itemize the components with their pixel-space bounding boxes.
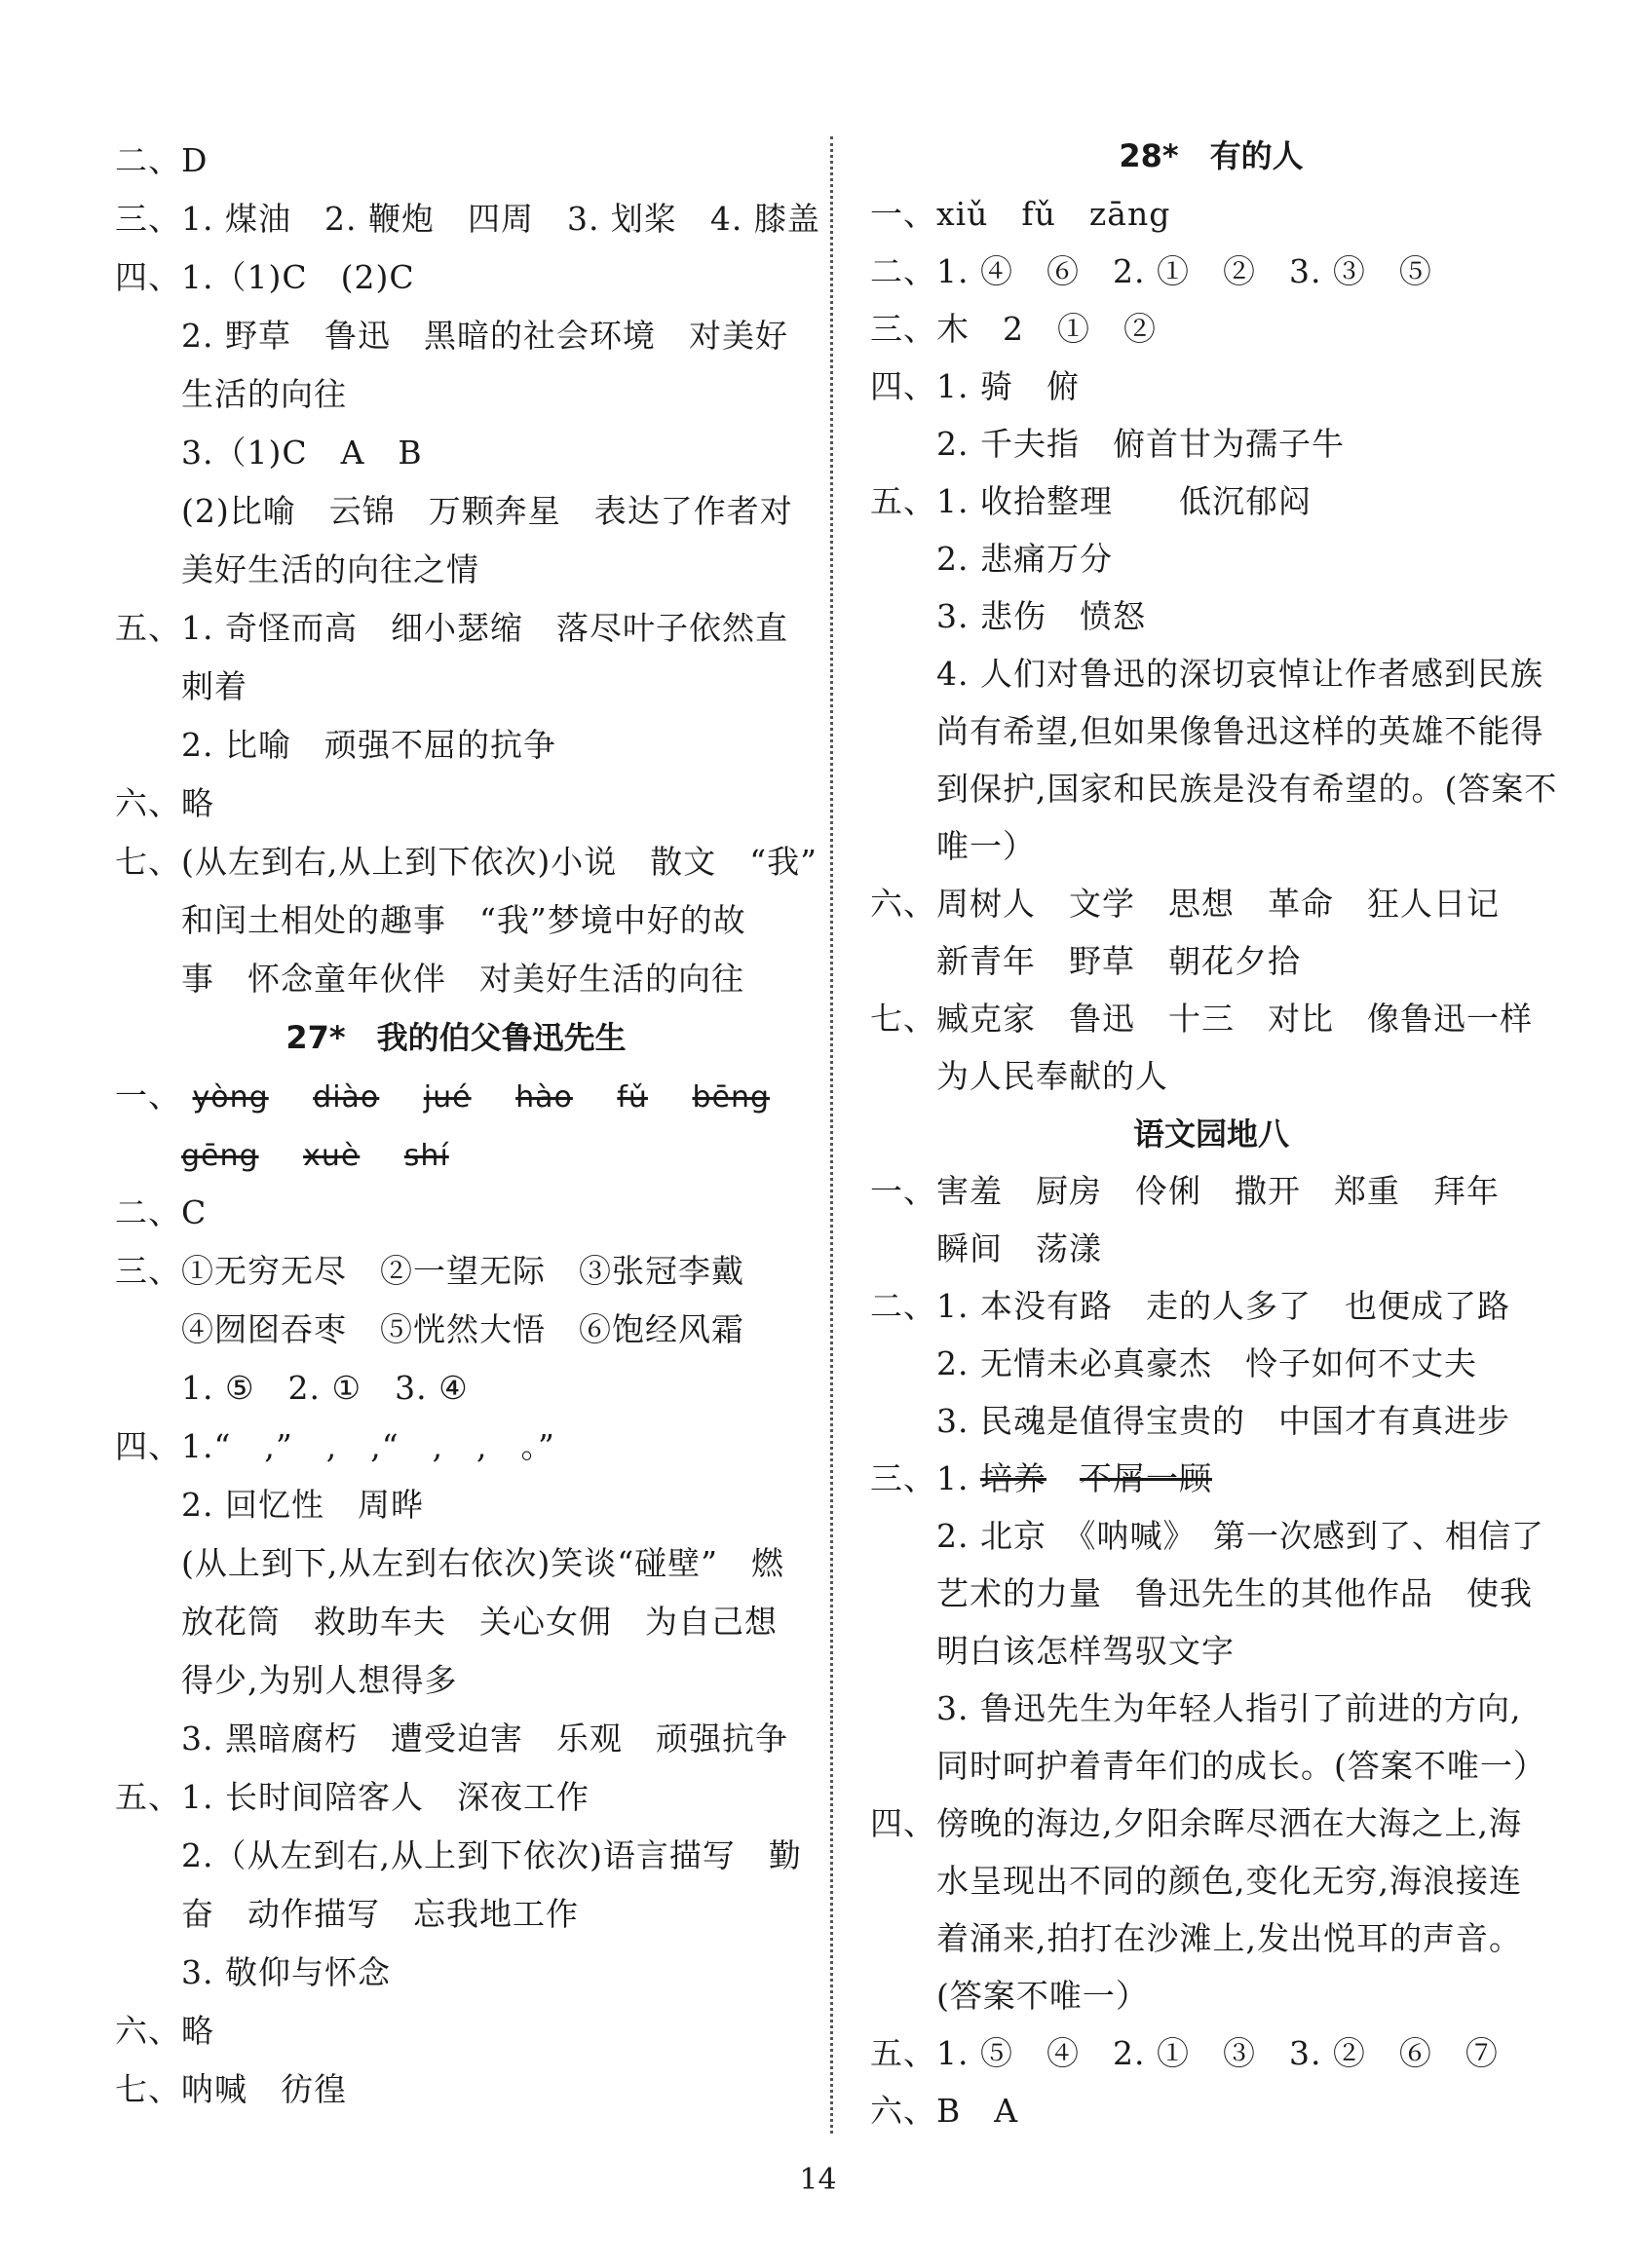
- item-number: 三、1.: [870, 1459, 980, 1497]
- answer-line: [870, 1459, 1212, 1498]
- marked-word: 不屑一顾: [1079, 1459, 1212, 1497]
- answer-line: 七、(从左到右,从上到下依次)小说 散文 “我”: [115, 843, 818, 881]
- answer-line: (答案不唯一）: [936, 1977, 1149, 2015]
- answer-line: 着涌来,拍打在沙滩上,发出悦耳的声音。: [936, 1919, 1522, 1957]
- answer-line: 二、C: [115, 1193, 208, 1231]
- pinyin-item: yòng: [192, 1080, 269, 1115]
- answer-line: 3. 民魂是值得宝贵的 中国才有真进步: [936, 1402, 1510, 1440]
- answer-line: (2)比喻 云锦 万颗奔星 表达了作者对: [181, 492, 793, 530]
- answer-line: 七、呐喊 彷徨: [115, 2070, 347, 2108]
- answer-line: 为人民奉献的人: [936, 1057, 1168, 1095]
- item-number: 一、: [115, 1077, 181, 1115]
- answer-line: 得少,为别人想得多: [181, 1661, 458, 1699]
- answer-line: 五、1. 奇怪而高 细小瑟缩 落尽叶子依然直: [115, 609, 788, 647]
- answer-line: 二、1. ④ ⑥ 2. ① ② 3. ③ ⑤: [870, 252, 1432, 290]
- answer-line: 2. 无情未必真豪杰 怜子如何不丈夫: [936, 1344, 1477, 1382]
- answer-line: 2. 野草 鲁迅 黑暗的社会环境 对美好: [181, 317, 788, 355]
- answer-line: 水呈现出不同的颜色,变化无穷,海浪接连: [936, 1862, 1522, 1900]
- answer-line: 五、1. 收拾整理 低沉郁闷: [870, 482, 1312, 520]
- answer-line: 四、傍晚的海边,夕阳余晖尽洒在大海之上,海: [870, 1804, 1522, 1842]
- answer-line: 二、1. 本没有路 走的人多了 也便成了路: [870, 1287, 1510, 1325]
- pinyin-item: xuè: [303, 1139, 361, 1173]
- answer-line: 六、略: [115, 2012, 214, 2050]
- answer-line: 事 怀念童年伙伴 对美好生活的向往: [181, 960, 744, 998]
- answer-line: 3. 黑暗腐朽 遭受迫害 乐观 顽强抗争: [181, 1720, 788, 1758]
- answer-line: 和闰土相处的趣事 “我”梦境中好的故: [181, 901, 746, 939]
- answer-line: 五、1. ⑤ ④ 2. ① ③ 3. ② ⑥ ⑦: [870, 2034, 1499, 2072]
- lesson-heading: 27* 我的伯父鲁迅先生: [285, 1019, 627, 1056]
- answer-line: 生活的向往: [181, 375, 347, 413]
- answer-line: (从上到下,从左到右依次)笑谈“碰壁” 燃: [181, 1544, 784, 1582]
- answer-line: 艺术的力量 鲁迅先生的其他作品 使我: [936, 1574, 1533, 1612]
- answer-line: 1. ⑤ 2. ① 3. ④: [181, 1369, 469, 1407]
- answer-line: 到保护,国家和民族是没有希望的。(答案不: [936, 770, 1558, 808]
- answer-line: ④囫囵吞枣 ⑤恍然大悟 ⑥饱经风霜: [181, 1310, 744, 1348]
- answer-line: 四、1.“ ,” , ,“ , , 。”: [115, 1427, 555, 1465]
- answer-line: 刺着: [181, 667, 247, 705]
- answer-line: 四、1.（1)C (2)C: [115, 258, 415, 296]
- lesson-heading: 28* 有的人: [1119, 137, 1304, 174]
- answer-line: 尚有希望,但如果像鲁迅这样的英雄不能得: [936, 712, 1544, 750]
- answer-line: 2.（从左到右,从上到下依次)语言描写 勤: [181, 1836, 802, 1874]
- answer-line: 2. 北京 《呐喊》 第一次感到了、相信了: [936, 1517, 1544, 1555]
- answer-line: 六、周树人 文学 思想 革命 狂人日记: [870, 885, 1500, 923]
- pinyin-item: fǔ: [617, 1080, 648, 1115]
- pinyin-line: [115, 1077, 803, 1117]
- answer-line: 三、木 2 ① ②: [870, 310, 1157, 348]
- answer-line: 七、臧克家 鲁迅 十三 对比 像鲁迅一样: [870, 1000, 1533, 1038]
- pinyin-item: diào: [313, 1080, 380, 1115]
- answer-line: 二、D: [115, 141, 209, 179]
- page-number: 14: [799, 2163, 837, 2197]
- answer-line: 五、1. 长时间陪客人 深夜工作: [115, 1778, 590, 1816]
- answer-line: 六、B A: [870, 2092, 1019, 2130]
- pinyin-item: gēng: [181, 1139, 259, 1173]
- answer-line: 2. 千夫指 俯首甘为孺子牛: [936, 425, 1345, 463]
- answer-line: 一、xiǔ fǔ zāng: [870, 195, 1171, 233]
- answer-line: 唯一）: [936, 827, 1036, 865]
- answer-line: 放花筒 救助车夫 关心女佣 为自己想: [181, 1603, 778, 1641]
- answer-line: 3. 悲伤 愤怒: [936, 597, 1146, 635]
- pinyin-item: jué: [423, 1080, 472, 1115]
- pinyin-line: [181, 1135, 482, 1176]
- column-divider: [830, 136, 833, 2134]
- answer-line: 2. 回忆性 周晔: [181, 1486, 424, 1524]
- answer-line: 瞬间 荡漾: [936, 1229, 1102, 1267]
- pinyin-item: shí: [403, 1139, 449, 1173]
- pinyin-item: bēng: [692, 1080, 771, 1115]
- answer-line: 新青年 野草 朝花夕拾: [936, 942, 1301, 980]
- answer-line: 四、1. 骑 俯: [870, 367, 1080, 405]
- answer-line: 一、害羞 厨房 伶俐 撒开 郑重 拜年: [870, 1172, 1500, 1210]
- answer-line: 3. 敬仰与怀念: [181, 1953, 391, 1991]
- answer-line: 三、1. 煤油 2. 鞭炮 四周 3. 划桨 4. 膝盖: [115, 200, 820, 238]
- section-heading: 语文园地八: [1132, 1115, 1289, 1153]
- marked-word: 培养: [979, 1459, 1046, 1497]
- answer-line: 3.（1)C A B: [181, 434, 423, 472]
- answer-line: 2. 比喻 顽强不屈的抗争: [181, 726, 556, 764]
- answer-line: 奋 动作描写 忘我地工作: [181, 1895, 579, 1933]
- pinyin-item: hào: [515, 1080, 573, 1115]
- answer-line: 2. 悲痛万分: [936, 540, 1113, 578]
- answer-line: 美好生活的向往之情: [181, 550, 479, 588]
- answer-line: 六、略: [115, 784, 214, 822]
- answer-line: 三、①无穷无尽 ②一望无际 ③张冠李戴: [115, 1252, 744, 1290]
- answer-line: 同时呵护着青年们的成长。(答案不唯一）: [936, 1747, 1546, 1785]
- answer-line: 明白该怎样驾驭文字: [936, 1632, 1235, 1670]
- answer-line: 3. 鲁迅先生为年轻人指引了前进的方向,: [936, 1689, 1522, 1727]
- answer-line: 4. 人们对鲁迅的深切哀悼让作者感到民族: [936, 655, 1543, 693]
